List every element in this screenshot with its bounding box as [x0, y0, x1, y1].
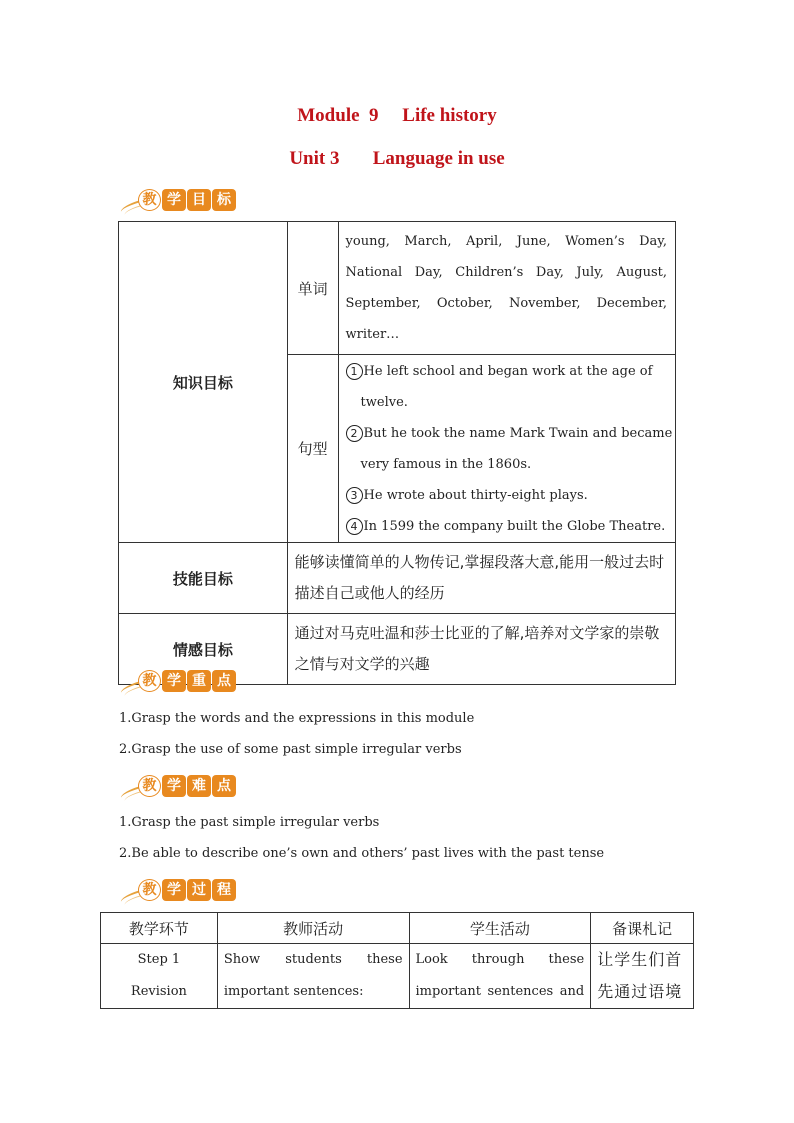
badge-char: 程 [212, 879, 236, 901]
step-cell [101, 944, 218, 1009]
key-points-badge [120, 668, 230, 694]
process-badge [120, 877, 230, 903]
badge-char: 重 [187, 670, 211, 692]
step-name: Revision [130, 984, 187, 999]
key-point-1: 1.Grasp the words and the expressions in this module [119, 711, 475, 726]
header-notes: 备课札记 [591, 913, 694, 944]
words-label: 单词 [287, 222, 338, 355]
sentence-item: 3 He wrote about thirty-eight plays. [339, 480, 675, 511]
emotion-goal-label: 情感目标 [119, 614, 288, 685]
sentence-continuation: very famous in the 1860s. [360, 456, 532, 472]
sentence-item: 2 But he took the name Mark Twain and became [339, 418, 675, 449]
badge-char: 教 [138, 670, 161, 692]
objectives-badge [120, 187, 230, 213]
circled-number: 1 [346, 363, 363, 380]
difficulties-badge [120, 773, 230, 799]
circled-number: 2 [346, 425, 363, 442]
sentence-item: 4 In 1599 the company built the Globe Theatre. [339, 511, 675, 542]
notes-cell [591, 944, 694, 1009]
process-table [100, 912, 694, 1009]
student-activity-line: important sentences and [415, 984, 585, 999]
sentences-cell [338, 355, 675, 543]
goals-table [118, 221, 676, 685]
sentence-item: 1 He left school and began work at the age of [339, 356, 675, 387]
circled-number: 4 [346, 518, 363, 535]
difficulty-2: 2.Be able to describe one’s own and others’ past lives with the past tense [119, 846, 605, 861]
teacher-activity-line: important sentences: [223, 984, 364, 999]
module-title: Module 9 Life history [297, 105, 497, 126]
badge-char: 过 [187, 879, 211, 901]
badge-char: 教 [138, 879, 161, 901]
badge-char: 教 [138, 775, 161, 797]
sentences-label: 句型 [287, 355, 338, 543]
badge-char: 点 [212, 670, 236, 692]
badge-char: 学 [162, 670, 186, 692]
badge-char: 学 [162, 879, 186, 901]
notes-line: 让学生们首 [597, 950, 683, 969]
skill-goal-label: 技能目标 [119, 543, 288, 614]
difficulty-1: 1.Grasp the past simple irregular verbs [119, 815, 380, 830]
table-row [101, 944, 694, 1009]
badge-char: 学 [162, 189, 186, 211]
header-teacher-activity: 教师活动 [217, 913, 409, 944]
badge-char: 目 [187, 189, 211, 211]
student-activity-cell [409, 944, 591, 1009]
badge-char: 标 [212, 189, 236, 211]
circled-number: 3 [346, 487, 363, 504]
key-point-2: 2.Grasp the use of some past simple irregular verbs [119, 742, 462, 757]
knowledge-goal-label: 知识目标 [119, 222, 288, 543]
header-stage: 教学环节 [101, 913, 218, 944]
step-number: Step 1 [137, 952, 181, 967]
words-text: young, March, April, June, Women’s Day, National Day, Children’s Day, July, August, September, October, November, December, writer… [338, 222, 675, 355]
emotion-goal-text: 通过对马克吐温和莎士比亚的了解,培养对文学家的崇敬之情与对文学的兴趣 [287, 614, 675, 685]
teacher-activity-cell [217, 944, 409, 1009]
skill-goal-text: 能够读懂简单的人物传记,掌握段落大意,能用一般过去时描述自己或他人的经历 [287, 543, 675, 614]
badge-char: 难 [187, 775, 211, 797]
student-activity-line: Look through these [415, 952, 585, 967]
header-student-activity: 学生活动 [409, 913, 591, 944]
teacher-activity-line: Show students these [223, 952, 403, 967]
badge-char: 点 [212, 775, 236, 797]
sentence-continuation: twelve. [360, 394, 408, 410]
badge-char: 学 [162, 775, 186, 797]
unit-title: Unit 3 Language in use [289, 148, 505, 169]
badge-char: 教 [138, 189, 161, 211]
notes-line: 先通过语境 [597, 982, 683, 1001]
